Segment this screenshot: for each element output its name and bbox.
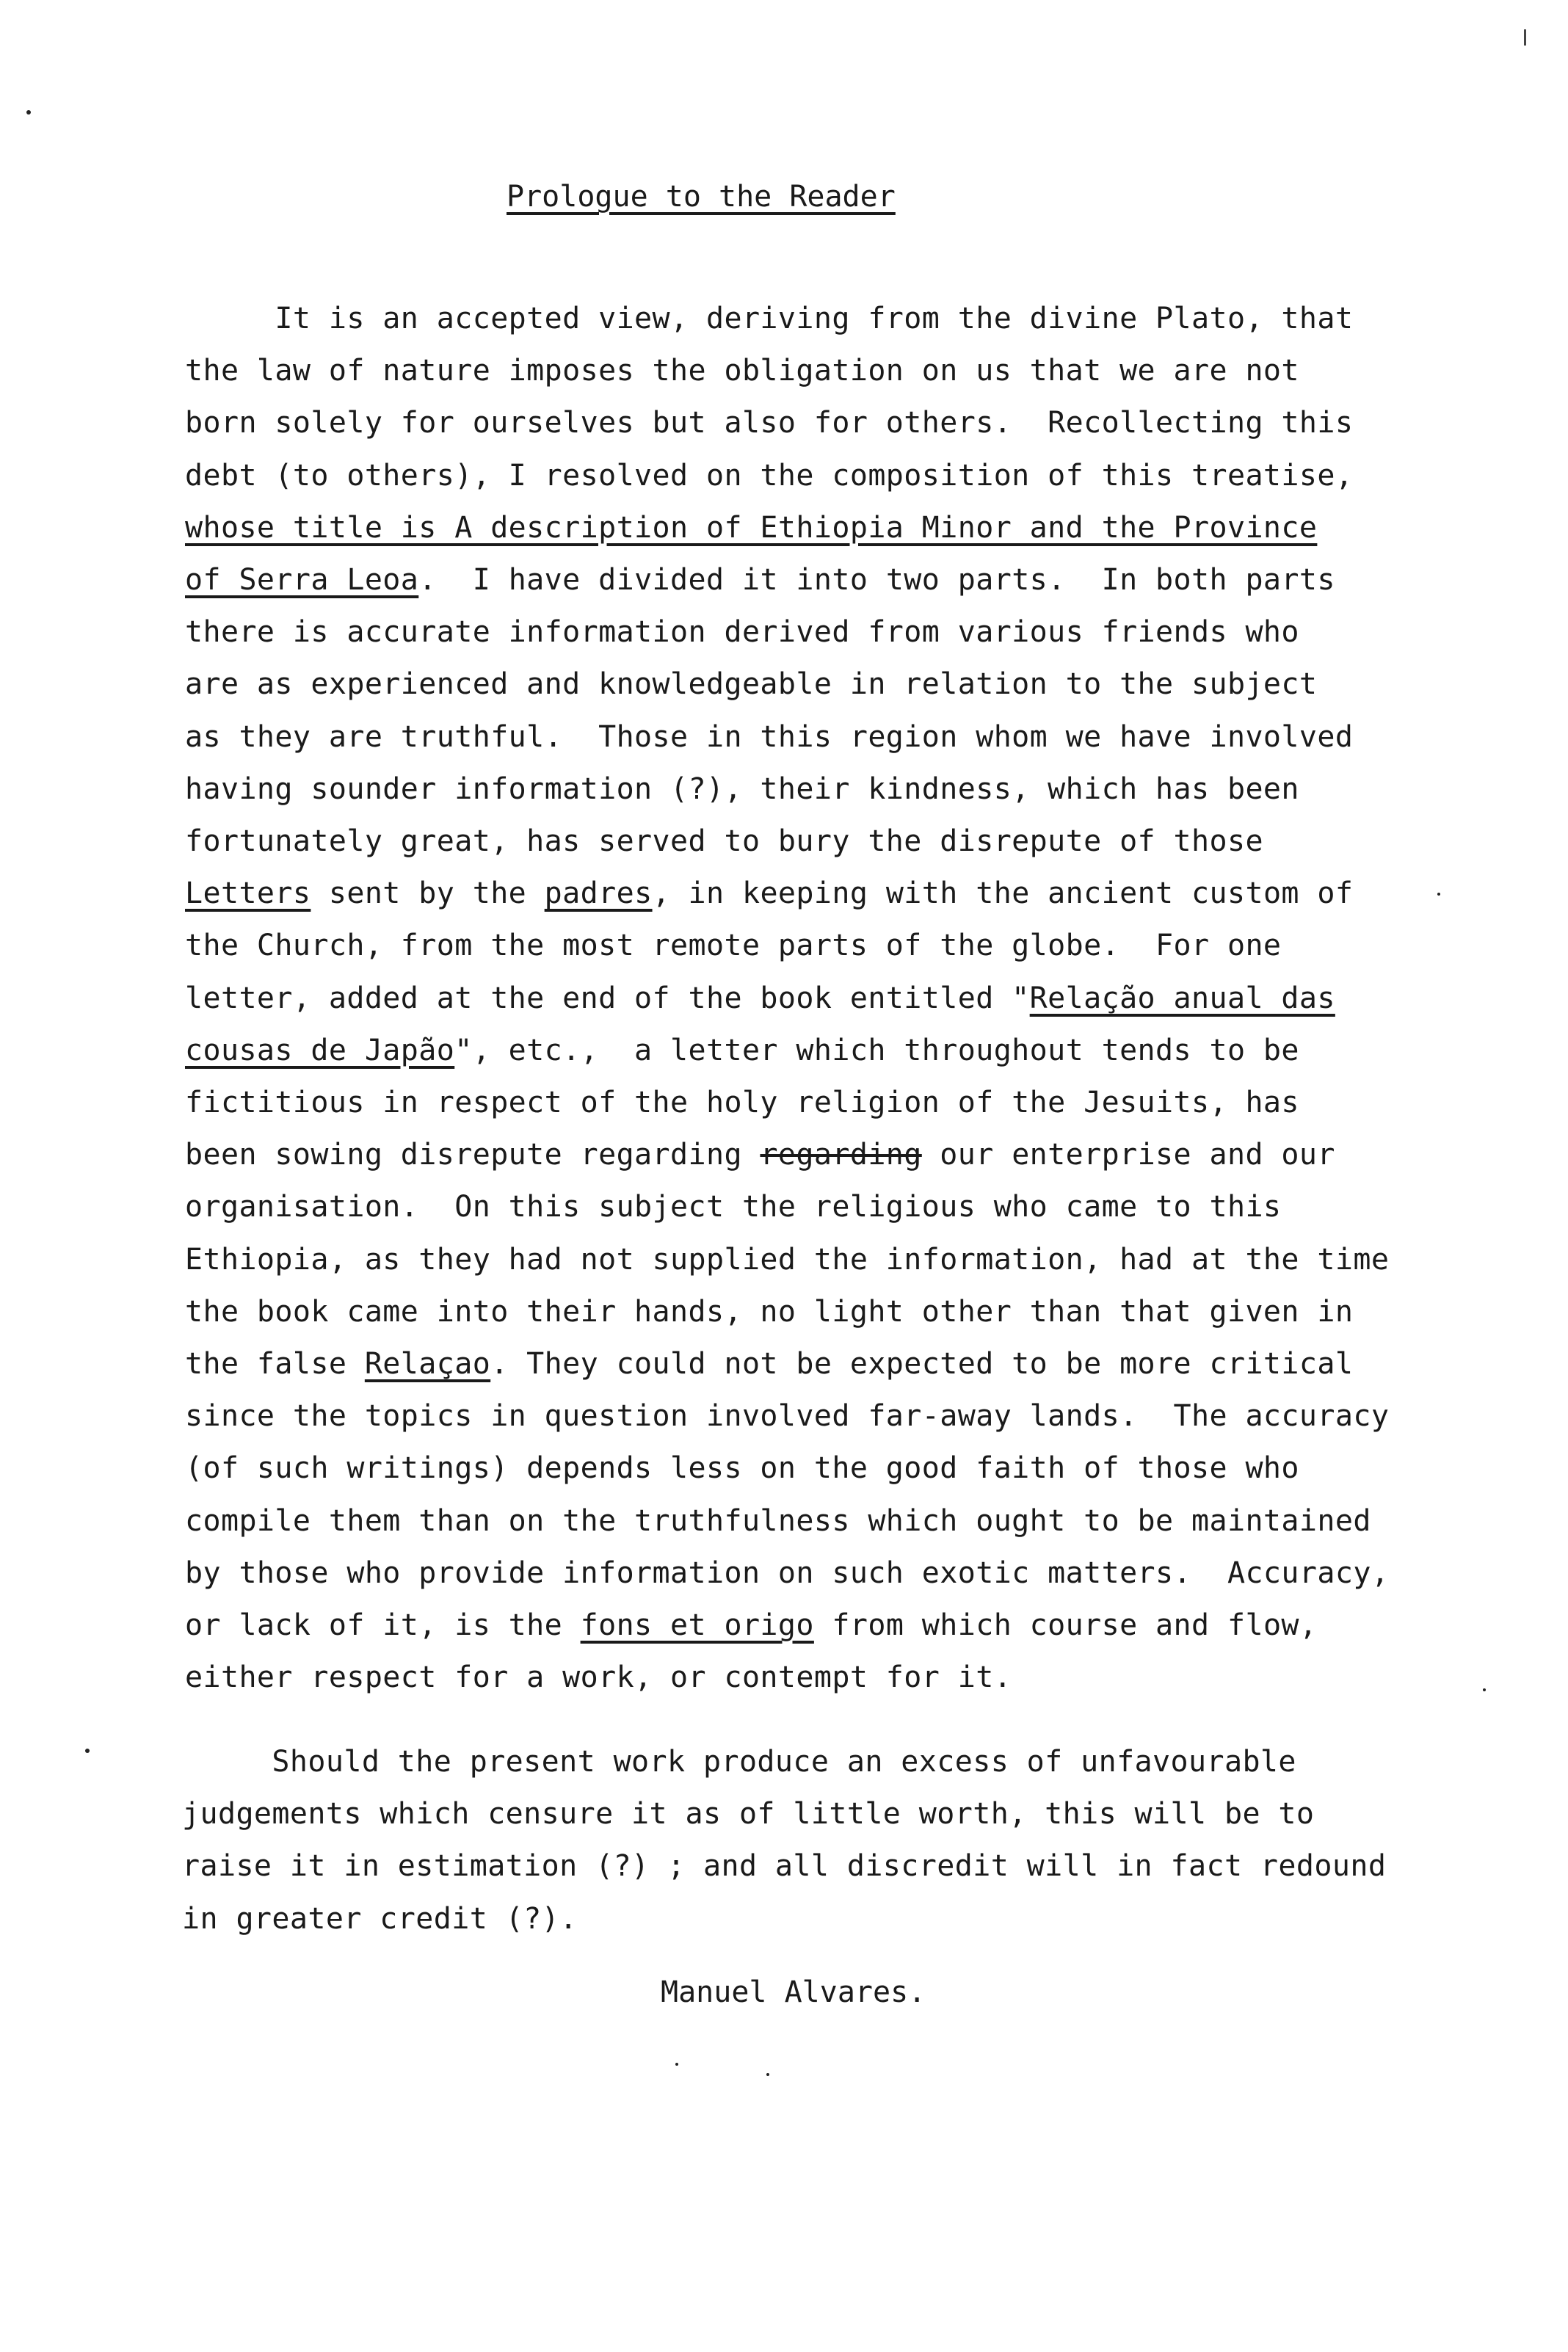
signature: Manuel Alvares. bbox=[661, 1975, 926, 2009]
underlined-text: Relação anual das bbox=[1029, 981, 1335, 1015]
text-line bbox=[185, 507, 1317, 548]
text-run: by those who provide information on such exotic matters. Accuracy, bbox=[185, 1556, 1390, 1590]
text-line bbox=[185, 1030, 1299, 1071]
text-line bbox=[185, 716, 1353, 758]
struck-text: regarding bbox=[760, 1138, 922, 1172]
text-run: It is an accepted view, deriving from the divine Plato, that bbox=[185, 302, 1354, 335]
text-run: raise it in estimation (?) ; and all discredit will in fact redound bbox=[182, 1849, 1387, 1884]
text-run: in greater credit (?). bbox=[182, 1901, 578, 1936]
text-line bbox=[185, 611, 1299, 653]
text-line bbox=[185, 664, 1317, 705]
text-line bbox=[185, 925, 1281, 966]
text-run: from which course and flow, bbox=[813, 1608, 1318, 1642]
underlined-text: cousas de Japão bbox=[185, 1033, 455, 1067]
text-line bbox=[185, 1553, 1389, 1594]
text-line bbox=[182, 1845, 1386, 1887]
text-line bbox=[185, 1082, 1299, 1123]
underlined-text: Relaçao bbox=[364, 1347, 491, 1381]
text-line bbox=[182, 1741, 1296, 1782]
text-run: our enterprise and our bbox=[921, 1138, 1335, 1172]
text-line bbox=[185, 1500, 1371, 1542]
text-line bbox=[185, 1605, 1317, 1646]
text-line bbox=[185, 402, 1353, 443]
scan-speck bbox=[1437, 893, 1440, 896]
text-run: . I have divided it into two parts. In both parts bbox=[418, 563, 1335, 597]
text-run: either respect for a work, or contempt for it. bbox=[185, 1660, 1012, 1695]
text-run: Ethiopia, as they had not supplied the information, had at the time bbox=[185, 1242, 1390, 1277]
text-line bbox=[185, 350, 1299, 391]
text-line bbox=[185, 1395, 1389, 1437]
text-line bbox=[185, 559, 1335, 600]
page-title: Prologue to the Reader bbox=[507, 180, 896, 214]
text-run: or lack of it, is the bbox=[185, 1608, 581, 1642]
text-line bbox=[185, 873, 1353, 914]
scan-speck bbox=[766, 2073, 769, 2076]
text-run: are as experienced and knowledgeable in relation to the subject bbox=[185, 667, 1318, 702]
text-run: debt (to others), I resolved on the composition of this treatise, bbox=[185, 458, 1354, 493]
text-run: the law of nature imposes the obligation on us that we are not bbox=[185, 354, 1299, 388]
text-line bbox=[185, 1448, 1299, 1489]
text-run: the false bbox=[185, 1347, 365, 1381]
text-line bbox=[185, 298, 1353, 339]
text-line bbox=[185, 455, 1353, 496]
text-run: having sounder information (?), their kindness, which has been bbox=[185, 772, 1299, 806]
text-run: since the topics in question involved far-away lands. The accuracy bbox=[185, 1399, 1390, 1434]
scan-speck bbox=[85, 1749, 90, 1753]
text-line bbox=[185, 1186, 1281, 1227]
text-line bbox=[185, 1134, 1335, 1175]
text-line bbox=[185, 769, 1299, 810]
text-line bbox=[185, 1291, 1353, 1332]
text-run: been sowing disrepute regarding bbox=[185, 1138, 761, 1172]
text-line bbox=[185, 1657, 1012, 1698]
text-run: compile them than on the truthfulness which ought to be maintained bbox=[185, 1503, 1371, 1538]
underlined-text: whose title is A description of Ethiopia Minor and the Province bbox=[185, 510, 1318, 545]
text-line bbox=[185, 978, 1335, 1019]
scan-mark bbox=[1524, 29, 1526, 46]
text-run: ", etc., a letter which throughout tends to be bbox=[454, 1033, 1299, 1067]
text-run: . They could not be expected to be more critical bbox=[490, 1347, 1354, 1381]
scan-speck bbox=[1483, 1688, 1486, 1691]
text-run: , in keeping with the ancient custom of bbox=[652, 876, 1354, 911]
text-run: fortunately great, has served to bury the disrepute of those bbox=[185, 824, 1263, 858]
text-run: (of such writings) depends less on the good faith of those who bbox=[185, 1451, 1299, 1486]
underlined-text: Letters bbox=[185, 876, 311, 911]
underlined-text: padres bbox=[544, 876, 653, 911]
text-run: fictitious in respect of the holy religion of the Jesuits, has bbox=[185, 1086, 1299, 1119]
text-run: organisation. On this subject the religious who came to this bbox=[185, 1190, 1282, 1224]
text-run: born solely for ourselves but also for others. Recollecting this bbox=[185, 406, 1354, 440]
text-run: judgements which censure it as of little worth, this will be to bbox=[182, 1797, 1315, 1832]
text-run: there is accurate information derived from various friends who bbox=[185, 615, 1299, 650]
scan-speck bbox=[675, 2063, 678, 2066]
text-line bbox=[182, 1898, 578, 1939]
text-line bbox=[182, 1793, 1314, 1834]
text-line bbox=[185, 821, 1263, 862]
text-run: Should the present work produce an excess of unfavourable bbox=[182, 1745, 1296, 1779]
text-line bbox=[185, 1343, 1353, 1384]
text-run: sent by the bbox=[311, 876, 545, 911]
text-line bbox=[185, 1239, 1389, 1280]
underlined-text: fons et origo bbox=[580, 1608, 814, 1642]
text-run: letter, added at the end of the book entitled " bbox=[185, 981, 1030, 1015]
scan-speck bbox=[26, 110, 31, 115]
text-run: as they are truthful. Those in this region whom we have involved bbox=[185, 719, 1354, 754]
text-run: the Church, from the most remote parts of the globe. For one bbox=[185, 929, 1282, 963]
underlined-text: of Serra Leoa bbox=[185, 563, 419, 597]
text-run: the book came into their hands, no light other than that given in bbox=[185, 1294, 1354, 1329]
